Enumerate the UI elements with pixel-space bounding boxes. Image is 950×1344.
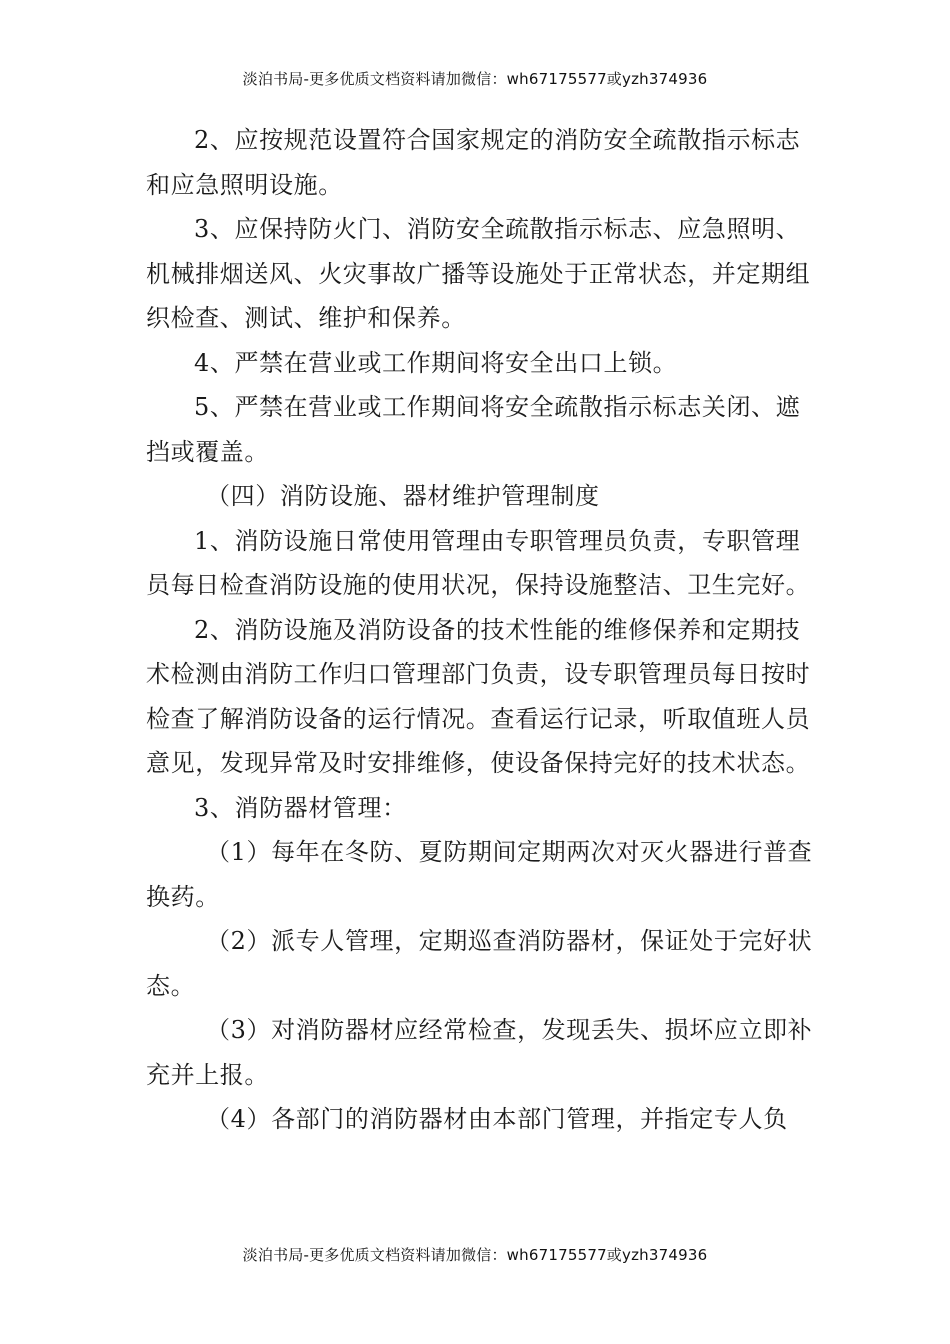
list-item-2: （2）派专人管理，定期巡查消防器材，保证处于完好状态。 — [146, 927, 813, 1000]
page-header: 淡泊书局-更多优质文档资料请加微信：wh67175577或yzh374936 — [242, 70, 708, 88]
paragraph-no-locking-exits: 4、严禁在营业或工作期间将安全出口上锁。 — [194, 348, 678, 377]
paragraph-evacuation-signs: 2、应按规范设置符合国家规定的消防安全疏散指示标志和应急照明设施。 — [146, 126, 801, 199]
paragraph-maintenance-testing: 2、消防设施及消防设备的技术性能的维修保养和定期技术检测由消防工作归口管理部门负责，设专职管理员每日按时检查了解消防设备的运行情况。查看运行记录，听取值班人员意见，发现异常及时安排维修，使设备保持完好的技术状态。 — [146, 615, 811, 777]
paragraph-no-covering-signs: 5、严禁在营业或工作期间将安全疏散指示标志关闭、遮挡或覆盖。 — [146, 393, 801, 466]
paragraph-fire-doors: 3、应保持防火门、消防安全疏散指示标志、应急照明、机械排烟送风、火灾事故广播等设施处于正常状态，并定期组织检查、测试、维护和保养。 — [146, 215, 811, 332]
paragraph-equipment-management: 3、消防器材管理： — [194, 793, 407, 822]
list-item-1: （1）每年在冬防、夏防期间定期两次对灭火器进行普查换药。 — [146, 838, 813, 911]
list-item-4: （4）各部门的消防器材由本部门管理，并指定专人负 — [206, 1105, 788, 1133]
list-item-3: （3）对消防器材应经常检查，发现丢失、损坏应立即补充并上报。 — [146, 1016, 813, 1089]
document-body — [146, 118, 816, 1142]
paragraph-daily-management: 1、消防设施日常使用管理由专职管理员负责，专职管理员每日检查消防设施的使用状况，保持设施整洁、卫生完好。 — [146, 526, 811, 599]
section-heading-maintenance: （四）消防设施、器材维护管理制度 — [206, 482, 600, 510]
page-footer: 淡泊书局-更多优质文档资料请加微信：wh67175577或yzh374936 — [242, 1246, 708, 1264]
